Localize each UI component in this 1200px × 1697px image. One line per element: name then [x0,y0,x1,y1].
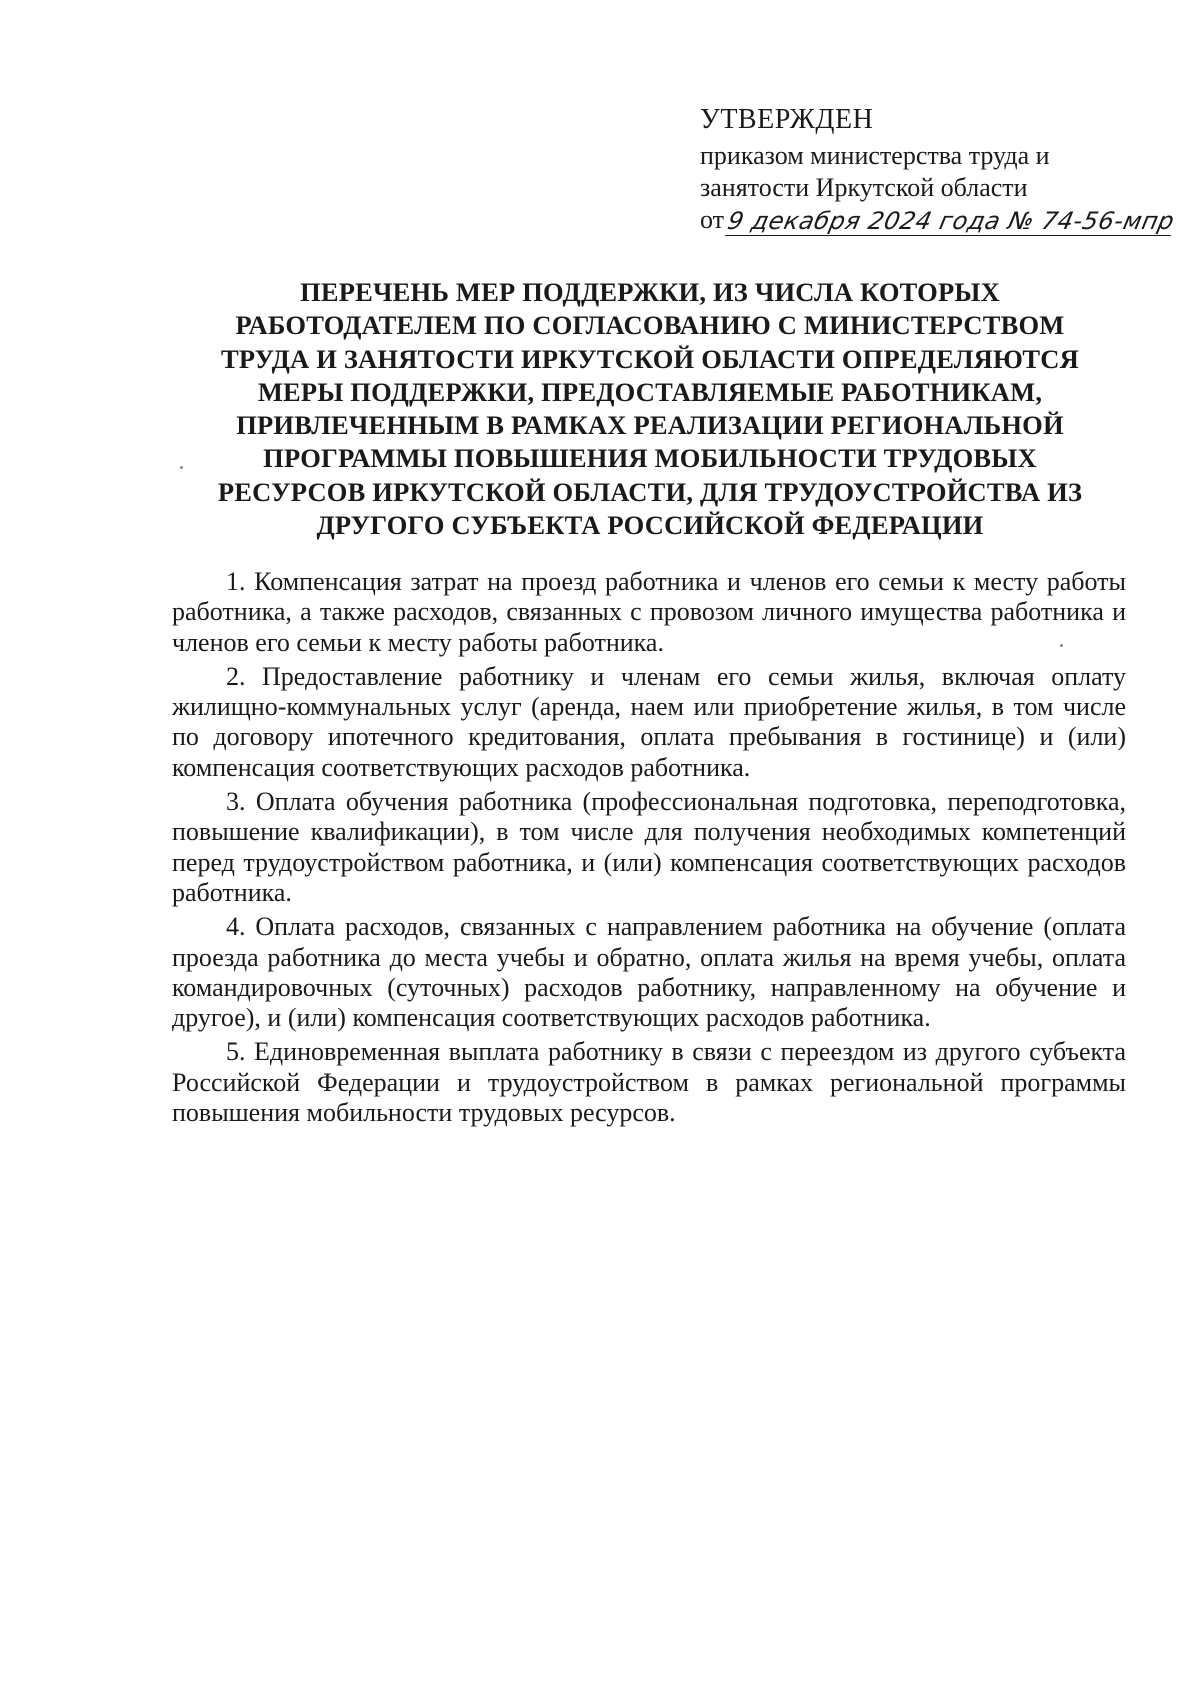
title-line: ПРИВЛЕЧЕННЫМ В РАМКАХ РЕАЛИЗАЦИИ РЕГИОНАЛЬНОЙ [236,410,1064,441]
support-measures-list [172,567,1126,1132]
support-measure-item: 3. Оплата обучения работника (профессиональная подготовка, переподготовка, повышение квалификации), в том числе для получения необходимых компетенций перед трудоустройством работника, и (или) компенсация соответствующих расходов работника. [172,787,1126,907]
title-line: ТРУДА И ЗАНЯТОСТИ ИРКУТСКОЙ ОБЛАСТИ ОПРЕДЕЛЯЮТСЯ [221,343,1079,374]
approval-order-line-1: приказом министерства труда и [700,141,1050,170]
approval-stamp-block [700,104,1178,236]
title-line: ПРОГРАММЫ ПОВЫШЕНИЯ МОБИЛЬНОСТИ ТРУДОВЫХ [263,443,1037,474]
title-line: ПЕРЕЧЕНЬ МЕР ПОДДЕРЖКИ, ИЗ ЧИСЛА КОТОРЫХ [300,277,1000,307]
document-title [170,276,1130,542]
support-measure-item: 2. Предоставление работнику и членам его семьи жилья, включая оплату жилищно-коммунальных услуг (аренда, наем или приобретение жилья, в том числе по договору ипотечного кредитования, оплата пребывания в гостинице) и (или) компенсация соответствующих расходов работника. [172,661,1126,782]
support-measure-item: 4. Оплата расходов, связанных с направлением работника на обучение (оплата проезда работника до места учебы и обратно, оплата жилья на время учебы, оплата командировочных (суточных) расходов работнику, направленному на обучение и другое), и (или) компенсация соответствующих расходов работника. [172,912,1126,1033]
title-line: ДРУГОГО СУБЪЕКТА РОССИЙСКОЙ ФЕДЕРАЦИИ [316,510,984,541]
approval-date-line [700,204,1178,236]
support-measure-item: 5. Единовременная выплата работнику в связи с переездом из другого субъекта Российской Федерации и трудоустройством в рамках региональной программы повышения мобильности трудовых ресурсов. [172,1037,1126,1128]
approval-order-line-2: занятости Иркутской области [700,173,1028,202]
approved-heading: УТВЕРЖДЕН [700,104,874,135]
scan-speck [180,466,183,469]
date-prefix: от [700,205,725,234]
title-line: РЕСУРСОВ ИРКУТСКОЙ ОБЛАСТИ, ДЛЯ ТРУДОУСТРОЙСТВА ИЗ [217,476,1083,507]
handwritten-date-number: 9 декабря 2024 года № 74-56-мпр [725,207,1178,235]
title-line: МЕРЫ ПОДДЕРЖКИ, ПРЕДОСТАВЛЯЕМЫЕ РАБОТНИКАМ, [257,376,1043,407]
support-measure-item: 1. Компенсация затрат на проезд работника и членов его семьи к месту работы работника, а также расходов, связанных с провозом личного имущества работника и членов его семьи к месту работы работника. [172,567,1126,657]
scan-speck [1060,644,1063,647]
title-line: РАБОТОДАТЕЛЕМ ПО СОГЛАСОВАНИЮ С МИНИСТЕРСТВОМ [235,310,1065,341]
